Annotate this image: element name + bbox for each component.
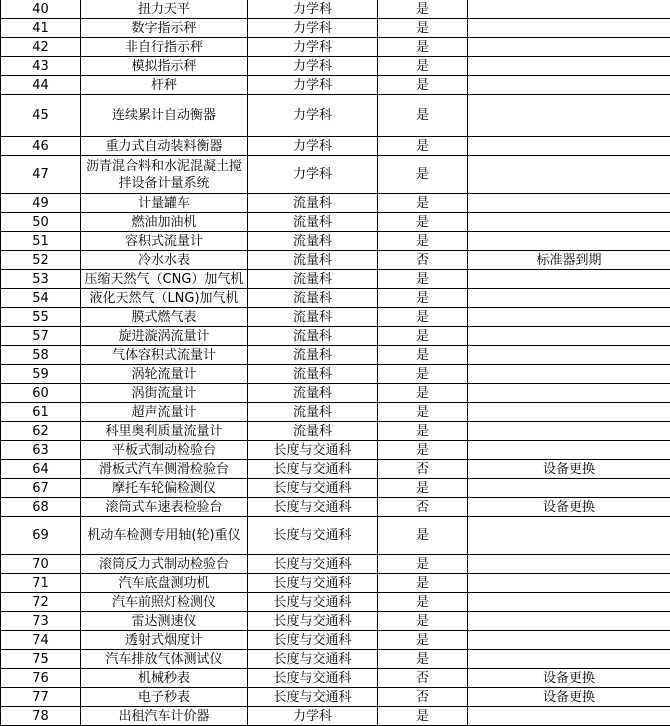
department-cell: 长度与交通科 bbox=[248, 441, 378, 460]
department-cell: 流量科 bbox=[248, 289, 378, 308]
row-number-cell: 63 bbox=[1, 441, 81, 460]
instrument-name-cell: 液化天然气（LNG)加气机 bbox=[81, 289, 248, 308]
department-cell: 长度与交通科 bbox=[248, 574, 378, 593]
status-cell: 是 bbox=[378, 0, 468, 19]
row-number-cell: 62 bbox=[1, 422, 81, 441]
department-cell: 长度与交通科 bbox=[248, 650, 378, 669]
table-row bbox=[1, 156, 670, 194]
table-row bbox=[1, 479, 670, 498]
department-cell: 长度与交通科 bbox=[248, 460, 378, 479]
row-number-cell: 75 bbox=[1, 650, 81, 669]
status-cell: 是 bbox=[378, 213, 468, 232]
table-row bbox=[1, 384, 670, 403]
table-row bbox=[1, 213, 670, 232]
remark-cell bbox=[468, 76, 670, 95]
status-cell: 否 bbox=[378, 498, 468, 517]
table-row bbox=[1, 403, 670, 422]
instrument-name-cell: 旋进漩涡流量计 bbox=[81, 327, 248, 346]
remark-cell: 设备更换 bbox=[468, 669, 670, 688]
department-cell: 力学科 bbox=[248, 0, 378, 19]
remark-cell bbox=[468, 631, 670, 650]
table-row bbox=[1, 498, 670, 517]
instrument-name-cell: 平板式制动检验台 bbox=[81, 441, 248, 460]
row-number-cell: 60 bbox=[1, 384, 81, 403]
remark-cell bbox=[468, 38, 670, 57]
row-number-cell: 68 bbox=[1, 498, 81, 517]
table-row bbox=[1, 38, 670, 57]
instrument-name-cell: 扭力天平 bbox=[81, 0, 248, 19]
department-cell: 长度与交通科 bbox=[248, 612, 378, 631]
status-cell: 是 bbox=[378, 441, 468, 460]
department-cell: 流量科 bbox=[248, 251, 378, 270]
remark-cell bbox=[468, 650, 670, 669]
department-cell: 长度与交通科 bbox=[248, 517, 378, 555]
instrument-name-cell: 涡轮流量计 bbox=[81, 365, 248, 384]
status-cell: 是 bbox=[378, 76, 468, 95]
table-row bbox=[1, 0, 670, 19]
table-body bbox=[1, 0, 670, 726]
department-cell: 力学科 bbox=[248, 95, 378, 137]
remark-cell bbox=[468, 327, 670, 346]
table-row bbox=[1, 76, 670, 95]
instrument-name-cell: 摩托车轮偏检测仪 bbox=[81, 479, 248, 498]
status-cell: 是 bbox=[378, 403, 468, 422]
department-cell: 流量科 bbox=[248, 365, 378, 384]
status-cell: 是 bbox=[378, 38, 468, 57]
instrument-name-cell: 连续累计自动衡器 bbox=[81, 95, 248, 137]
remark-cell bbox=[468, 0, 670, 19]
department-cell: 长度与交通科 bbox=[248, 498, 378, 517]
remark-cell bbox=[468, 707, 670, 726]
department-cell: 流量科 bbox=[248, 327, 378, 346]
remark-cell bbox=[468, 95, 670, 137]
department-cell: 长度与交通科 bbox=[248, 479, 378, 498]
remark-cell: 设备更换 bbox=[468, 460, 670, 479]
table-row bbox=[1, 650, 670, 669]
table-row bbox=[1, 688, 670, 707]
row-number-cell: 73 bbox=[1, 612, 81, 631]
table-row bbox=[1, 441, 670, 460]
row-number-cell: 50 bbox=[1, 213, 81, 232]
instrument-name-cell: 机动车检测专用轴(轮)重仪 bbox=[81, 517, 248, 555]
table-row bbox=[1, 612, 670, 631]
status-cell: 是 bbox=[378, 270, 468, 289]
department-cell: 力学科 bbox=[248, 76, 378, 95]
instrument-name-cell: 燃油加油机 bbox=[81, 213, 248, 232]
department-cell: 力学科 bbox=[248, 156, 378, 194]
table-row bbox=[1, 460, 670, 479]
table-row bbox=[1, 308, 670, 327]
row-number-cell: 70 bbox=[1, 555, 81, 574]
department-cell: 流量科 bbox=[248, 213, 378, 232]
table-row bbox=[1, 19, 670, 38]
instrument-name-cell: 超声流量计 bbox=[81, 403, 248, 422]
instrument-name-cell: 透射式烟度计 bbox=[81, 631, 248, 650]
remark-cell bbox=[468, 422, 670, 441]
row-number-cell: 55 bbox=[1, 308, 81, 327]
status-cell: 是 bbox=[378, 57, 468, 76]
row-number-cell: 67 bbox=[1, 479, 81, 498]
department-cell: 流量科 bbox=[248, 384, 378, 403]
row-number-cell: 53 bbox=[1, 270, 81, 289]
instrument-name-cell: 压缩天然气（CNG）加气机 bbox=[81, 270, 248, 289]
status-cell: 是 bbox=[378, 555, 468, 574]
row-number-cell: 61 bbox=[1, 403, 81, 422]
status-cell: 是 bbox=[378, 517, 468, 555]
status-cell: 是 bbox=[378, 593, 468, 612]
table-row bbox=[1, 631, 670, 650]
department-cell: 长度与交通科 bbox=[248, 555, 378, 574]
table-row bbox=[1, 669, 670, 688]
department-cell: 流量科 bbox=[248, 270, 378, 289]
remark-cell: 标准器到期 bbox=[468, 251, 670, 270]
remark-cell bbox=[468, 384, 670, 403]
status-cell: 是 bbox=[378, 137, 468, 156]
table-row bbox=[1, 327, 670, 346]
remark-cell bbox=[468, 137, 670, 156]
row-number-cell: 44 bbox=[1, 76, 81, 95]
row-number-cell: 72 bbox=[1, 593, 81, 612]
department-cell: 力学科 bbox=[248, 57, 378, 76]
row-number-cell: 78 bbox=[1, 707, 81, 726]
row-number-cell: 40 bbox=[1, 0, 81, 19]
status-cell: 否 bbox=[378, 460, 468, 479]
remark-cell bbox=[468, 555, 670, 574]
status-cell: 是 bbox=[378, 479, 468, 498]
row-number-cell: 59 bbox=[1, 365, 81, 384]
row-number-cell: 76 bbox=[1, 669, 81, 688]
table-row bbox=[1, 365, 670, 384]
row-number-cell: 58 bbox=[1, 346, 81, 365]
table-row bbox=[1, 517, 670, 555]
status-cell: 是 bbox=[378, 95, 468, 137]
department-cell: 流量科 bbox=[248, 232, 378, 251]
remark-cell bbox=[468, 612, 670, 631]
status-cell: 是 bbox=[378, 650, 468, 669]
status-cell: 否 bbox=[378, 251, 468, 270]
department-cell: 流量科 bbox=[248, 308, 378, 327]
status-cell: 是 bbox=[378, 384, 468, 403]
row-number-cell: 47 bbox=[1, 156, 81, 194]
department-cell: 力学科 bbox=[248, 137, 378, 156]
row-number-cell: 46 bbox=[1, 137, 81, 156]
remark-cell bbox=[468, 308, 670, 327]
instrument-name-cell: 数字指示秤 bbox=[81, 19, 248, 38]
status-cell: 是 bbox=[378, 194, 468, 213]
instrument-name-cell: 沥青混合料和水泥混凝土搅拌设备计量系统 bbox=[81, 156, 248, 194]
table-row bbox=[1, 346, 670, 365]
remark-cell bbox=[468, 574, 670, 593]
table-row bbox=[1, 194, 670, 213]
table-row bbox=[1, 422, 670, 441]
row-number-cell: 54 bbox=[1, 289, 81, 308]
remark-cell: 设备更换 bbox=[468, 688, 670, 707]
department-cell: 流量科 bbox=[248, 194, 378, 213]
remark-cell bbox=[468, 365, 670, 384]
status-cell: 否 bbox=[378, 688, 468, 707]
instrument-name-cell: 电子秒表 bbox=[81, 688, 248, 707]
table-row bbox=[1, 232, 670, 251]
table-row bbox=[1, 251, 670, 270]
status-cell: 是 bbox=[378, 631, 468, 650]
row-number-cell: 57 bbox=[1, 327, 81, 346]
status-cell: 是 bbox=[378, 422, 468, 441]
instrument-name-cell: 滑板式汽车侧滑检验台 bbox=[81, 460, 248, 479]
status-cell: 是 bbox=[378, 574, 468, 593]
table-row bbox=[1, 593, 670, 612]
remark-cell bbox=[468, 441, 670, 460]
status-cell: 是 bbox=[378, 612, 468, 631]
instrument-name-cell: 滚筒式车速表检验台 bbox=[81, 498, 248, 517]
remark-cell bbox=[468, 19, 670, 38]
remark-cell bbox=[468, 403, 670, 422]
instrument-name-cell: 机械秒表 bbox=[81, 669, 248, 688]
remark-cell bbox=[468, 156, 670, 194]
instrument-name-cell: 汽车前照灯检测仪 bbox=[81, 593, 248, 612]
remark-cell bbox=[468, 289, 670, 308]
status-cell: 是 bbox=[378, 308, 468, 327]
remark-cell: 设备更换 bbox=[468, 498, 670, 517]
department-cell: 长度与交通科 bbox=[248, 593, 378, 612]
row-number-cell: 41 bbox=[1, 19, 81, 38]
table-row bbox=[1, 707, 670, 726]
row-number-cell: 45 bbox=[1, 95, 81, 137]
remark-cell bbox=[468, 346, 670, 365]
instrument-name-cell: 出租汽车计价器 bbox=[81, 707, 248, 726]
department-cell: 长度与交通科 bbox=[248, 631, 378, 650]
instrument-name-cell: 汽车底盘测功机 bbox=[81, 574, 248, 593]
status-cell: 否 bbox=[378, 669, 468, 688]
instrument-name-cell: 容积式流量计 bbox=[81, 232, 248, 251]
department-cell: 力学科 bbox=[248, 707, 378, 726]
department-cell: 长度与交通科 bbox=[248, 669, 378, 688]
instrument-name-cell: 冷水水表 bbox=[81, 251, 248, 270]
remark-cell bbox=[468, 232, 670, 251]
instrument-name-cell: 滚筒反力式制动检验台 bbox=[81, 555, 248, 574]
department-cell: 流量科 bbox=[248, 403, 378, 422]
status-cell: 是 bbox=[378, 346, 468, 365]
status-cell: 是 bbox=[378, 232, 468, 251]
department-cell: 力学科 bbox=[248, 38, 378, 57]
remark-cell bbox=[468, 270, 670, 289]
row-number-cell: 64 bbox=[1, 460, 81, 479]
row-number-cell: 71 bbox=[1, 574, 81, 593]
status-cell: 是 bbox=[378, 289, 468, 308]
row-number-cell: 51 bbox=[1, 232, 81, 251]
row-number-cell: 69 bbox=[1, 517, 81, 555]
status-cell: 是 bbox=[378, 156, 468, 194]
instrument-name-cell: 汽车排放气体测试仪 bbox=[81, 650, 248, 669]
instrument-name-cell: 雷达测速仪 bbox=[81, 612, 248, 631]
table-row bbox=[1, 270, 670, 289]
table-row bbox=[1, 57, 670, 76]
row-number-cell: 49 bbox=[1, 194, 81, 213]
table-row bbox=[1, 137, 670, 156]
table-row bbox=[1, 555, 670, 574]
status-cell: 是 bbox=[378, 707, 468, 726]
row-number-cell: 74 bbox=[1, 631, 81, 650]
table-row bbox=[1, 574, 670, 593]
remark-cell bbox=[468, 593, 670, 612]
row-number-cell: 52 bbox=[1, 251, 81, 270]
status-cell: 是 bbox=[378, 19, 468, 38]
department-cell: 流量科 bbox=[248, 422, 378, 441]
instrument-name-cell: 气体容积式流量计 bbox=[81, 346, 248, 365]
instrument-name-cell: 非自行指示秤 bbox=[81, 38, 248, 57]
instrument-name-cell: 模拟指示秤 bbox=[81, 57, 248, 76]
instrument-name-cell: 计量罐车 bbox=[81, 194, 248, 213]
remark-cell bbox=[468, 57, 670, 76]
department-cell: 长度与交通科 bbox=[248, 688, 378, 707]
row-number-cell: 42 bbox=[1, 38, 81, 57]
instrument-name-cell: 科里奥利质量流量计 bbox=[81, 422, 248, 441]
instrument-name-cell: 杆秤 bbox=[81, 76, 248, 95]
table-row bbox=[1, 95, 670, 137]
remark-cell bbox=[468, 517, 670, 555]
table-row bbox=[1, 289, 670, 308]
remark-cell bbox=[468, 213, 670, 232]
row-number-cell: 77 bbox=[1, 688, 81, 707]
status-cell: 是 bbox=[378, 327, 468, 346]
row-number-cell: 43 bbox=[1, 57, 81, 76]
instrument-name-cell: 涡街流量计 bbox=[81, 384, 248, 403]
instrument-name-cell: 重力式自动装料衡器 bbox=[81, 137, 248, 156]
remark-cell bbox=[468, 194, 670, 213]
department-cell: 力学科 bbox=[248, 19, 378, 38]
department-cell: 流量科 bbox=[248, 346, 378, 365]
instrument-name-cell: 膜式燃气表 bbox=[81, 308, 248, 327]
status-cell: 是 bbox=[378, 365, 468, 384]
remark-cell bbox=[468, 479, 670, 498]
